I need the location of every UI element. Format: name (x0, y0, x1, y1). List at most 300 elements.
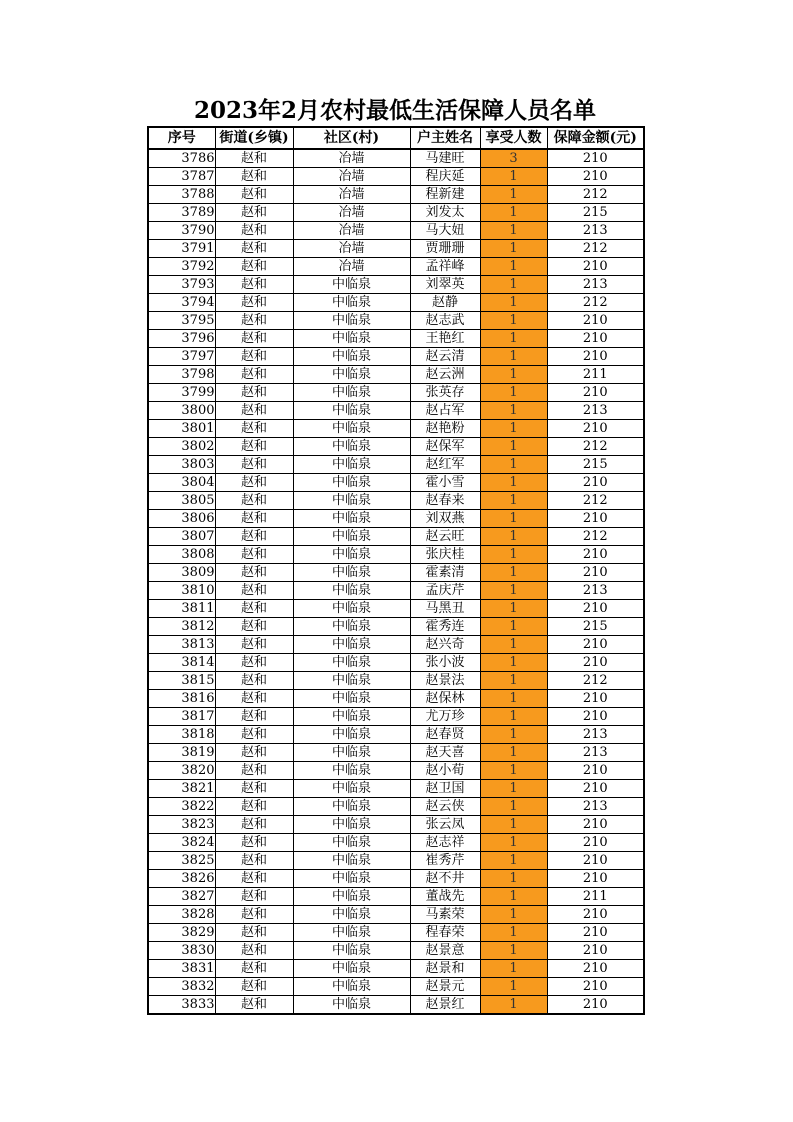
cell-name: 尤万珍 (410, 708, 480, 726)
cell-count: 1 (480, 888, 547, 906)
cell-village: 中临泉 (293, 618, 410, 636)
cell-amount: 210 (547, 474, 644, 492)
cell-amount: 213 (547, 402, 644, 420)
cell-amount: 210 (547, 996, 644, 1015)
cell-name: 刘双燕 (410, 510, 480, 528)
cell-count: 1 (480, 762, 547, 780)
cell-amount: 210 (547, 384, 644, 402)
cell-count: 1 (480, 240, 547, 258)
cell-village: 冶墙 (293, 186, 410, 204)
cell-name: 张庆桂 (410, 546, 480, 564)
cell-name: 赵景法 (410, 672, 480, 690)
cell-no: 3811 (148, 600, 215, 618)
cell-name: 刘发太 (410, 204, 480, 222)
cell-street: 赵和 (215, 276, 293, 294)
cell-street: 赵和 (215, 654, 293, 672)
cell-village: 中临泉 (293, 438, 410, 456)
cell-village: 中临泉 (293, 672, 410, 690)
cell-no: 3810 (148, 582, 215, 600)
cell-name: 王艳红 (410, 330, 480, 348)
cell-no: 3801 (148, 420, 215, 438)
cell-amount: 210 (547, 690, 644, 708)
cell-name: 赵兴奇 (410, 636, 480, 654)
cell-street: 赵和 (215, 942, 293, 960)
cell-village: 中临泉 (293, 474, 410, 492)
cell-village: 中临泉 (293, 744, 410, 762)
cell-village: 中临泉 (293, 276, 410, 294)
column-header-street: 街道(乡镇) (215, 127, 293, 149)
cell-village: 中临泉 (293, 528, 410, 546)
cell-street: 赵和 (215, 258, 293, 276)
cell-count: 1 (480, 258, 547, 276)
cell-village: 冶墙 (293, 204, 410, 222)
cell-count: 1 (480, 618, 547, 636)
cell-village: 中临泉 (293, 816, 410, 834)
cell-village: 中临泉 (293, 942, 410, 960)
cell-count: 1 (480, 438, 547, 456)
cell-street: 赵和 (215, 420, 293, 438)
cell-count: 1 (480, 690, 547, 708)
cell-amount: 212 (547, 294, 644, 312)
cell-village: 中临泉 (293, 870, 410, 888)
cell-village: 中临泉 (293, 600, 410, 618)
cell-street: 赵和 (215, 852, 293, 870)
cell-no: 3791 (148, 240, 215, 258)
table-row (148, 582, 644, 600)
table-row (148, 510, 644, 528)
table-row (148, 618, 644, 636)
cell-street: 赵和 (215, 798, 293, 816)
cell-no: 3812 (148, 618, 215, 636)
cell-no: 3813 (148, 636, 215, 654)
table-row (148, 816, 644, 834)
cell-count: 1 (480, 510, 547, 528)
cell-no: 3817 (148, 708, 215, 726)
table-row (148, 366, 644, 384)
column-header-amount: 保障金额(元) (547, 127, 644, 149)
cell-no: 3806 (148, 510, 215, 528)
cell-village: 中临泉 (293, 348, 410, 366)
cell-count: 1 (480, 978, 547, 996)
cell-village: 中临泉 (293, 312, 410, 330)
cell-amount: 213 (547, 798, 644, 816)
cell-name: 孟庆芹 (410, 582, 480, 600)
cell-amount: 210 (547, 942, 644, 960)
table-row (148, 852, 644, 870)
cell-street: 赵和 (215, 672, 293, 690)
cell-count: 1 (480, 996, 547, 1015)
cell-no: 3788 (148, 186, 215, 204)
cell-amount: 210 (547, 816, 644, 834)
cell-amount: 210 (547, 258, 644, 276)
cell-no: 3821 (148, 780, 215, 798)
cell-count: 1 (480, 906, 547, 924)
cell-amount: 215 (547, 204, 644, 222)
cell-name: 赵景红 (410, 996, 480, 1015)
cell-count: 1 (480, 294, 547, 312)
cell-count: 1 (480, 744, 547, 762)
cell-count: 1 (480, 528, 547, 546)
table-row (148, 906, 644, 924)
cell-no: 3828 (148, 906, 215, 924)
table-row (148, 654, 644, 672)
cell-village: 中临泉 (293, 906, 410, 924)
cell-street: 赵和 (215, 474, 293, 492)
cell-no: 3808 (148, 546, 215, 564)
cell-count: 1 (480, 726, 547, 744)
table-row (148, 456, 644, 474)
cell-count: 1 (480, 348, 547, 366)
cell-street: 赵和 (215, 204, 293, 222)
cell-no: 3796 (148, 330, 215, 348)
cell-name: 张英存 (410, 384, 480, 402)
cell-amount: 210 (547, 978, 644, 996)
cell-count: 1 (480, 384, 547, 402)
cell-village: 中临泉 (293, 924, 410, 942)
cell-amount: 212 (547, 438, 644, 456)
cell-name: 程新建 (410, 186, 480, 204)
cell-count: 1 (480, 222, 547, 240)
cell-street: 赵和 (215, 384, 293, 402)
table-row (148, 798, 644, 816)
cell-count: 1 (480, 834, 547, 852)
cell-no: 3804 (148, 474, 215, 492)
table-row (148, 258, 644, 276)
cell-village: 中临泉 (293, 852, 410, 870)
cell-name: 赵景意 (410, 942, 480, 960)
cell-street: 赵和 (215, 960, 293, 978)
cell-count: 1 (480, 708, 547, 726)
cell-village: 中临泉 (293, 978, 410, 996)
cell-name: 程庆延 (410, 168, 480, 186)
table-row (148, 726, 644, 744)
cell-count: 1 (480, 582, 547, 600)
cell-street: 赵和 (215, 708, 293, 726)
cell-count: 1 (480, 420, 547, 438)
cell-village: 中临泉 (293, 510, 410, 528)
table-row (148, 240, 644, 258)
cell-amount: 210 (547, 906, 644, 924)
roster-table (147, 126, 645, 1015)
table-row (148, 978, 644, 996)
cell-village: 中临泉 (293, 726, 410, 744)
cell-amount: 210 (547, 420, 644, 438)
table-row (148, 276, 644, 294)
cell-no: 3798 (148, 366, 215, 384)
cell-name: 霍秀连 (410, 618, 480, 636)
cell-count: 1 (480, 870, 547, 888)
cell-village: 中临泉 (293, 996, 410, 1015)
table-row (148, 960, 644, 978)
cell-count: 1 (480, 456, 547, 474)
cell-name: 赵小荀 (410, 762, 480, 780)
cell-amount: 211 (547, 366, 644, 384)
cell-street: 赵和 (215, 168, 293, 186)
table-row (148, 780, 644, 798)
cell-street: 赵和 (215, 582, 293, 600)
table-row (148, 330, 644, 348)
roster-body (148, 149, 644, 1014)
cell-name: 赵云侠 (410, 798, 480, 816)
cell-amount: 210 (547, 870, 644, 888)
cell-name: 马建旺 (410, 149, 480, 168)
cell-count: 1 (480, 330, 547, 348)
table-row (148, 546, 644, 564)
cell-street: 赵和 (215, 294, 293, 312)
cell-count: 3 (480, 149, 547, 168)
cell-name: 马黑丑 (410, 600, 480, 618)
cell-name: 霍小雪 (410, 474, 480, 492)
cell-name: 赵保林 (410, 690, 480, 708)
table-row (148, 420, 644, 438)
cell-amount: 213 (547, 744, 644, 762)
cell-amount: 211 (547, 888, 644, 906)
cell-no: 3829 (148, 924, 215, 942)
cell-village: 冶墙 (293, 258, 410, 276)
cell-no: 3831 (148, 960, 215, 978)
cell-amount: 210 (547, 852, 644, 870)
cell-amount: 212 (547, 240, 644, 258)
cell-count: 1 (480, 636, 547, 654)
cell-name: 董战先 (410, 888, 480, 906)
table-row (148, 149, 644, 168)
table-row (148, 294, 644, 312)
cell-street: 赵和 (215, 546, 293, 564)
cell-no: 3807 (148, 528, 215, 546)
cell-name: 赵云旺 (410, 528, 480, 546)
cell-village: 中临泉 (293, 366, 410, 384)
cell-count: 1 (480, 366, 547, 384)
table-row (148, 492, 644, 510)
table-row (148, 600, 644, 618)
table-row (148, 690, 644, 708)
table-row (148, 528, 644, 546)
cell-name: 刘翠英 (410, 276, 480, 294)
cell-street: 赵和 (215, 762, 293, 780)
cell-amount: 210 (547, 564, 644, 582)
cell-street: 赵和 (215, 726, 293, 744)
cell-amount: 210 (547, 708, 644, 726)
cell-no: 3822 (148, 798, 215, 816)
table-row (148, 762, 644, 780)
table-row (148, 384, 644, 402)
cell-count: 1 (480, 312, 547, 330)
table-row (148, 474, 644, 492)
table-row (148, 186, 644, 204)
table-row (148, 924, 644, 942)
cell-name: 崔秀芹 (410, 852, 480, 870)
cell-amount: 212 (547, 186, 644, 204)
cell-street: 赵和 (215, 186, 293, 204)
cell-no: 3795 (148, 312, 215, 330)
cell-amount: 212 (547, 492, 644, 510)
cell-street: 赵和 (215, 816, 293, 834)
cell-name: 赵景和 (410, 960, 480, 978)
table-row (148, 996, 644, 1015)
cell-village: 中临泉 (293, 636, 410, 654)
cell-village: 中临泉 (293, 690, 410, 708)
cell-street: 赵和 (215, 510, 293, 528)
cell-amount: 210 (547, 600, 644, 618)
table-row (148, 636, 644, 654)
table-row (148, 870, 644, 888)
cell-count: 1 (480, 852, 547, 870)
cell-no: 3800 (148, 402, 215, 420)
table-row (148, 708, 644, 726)
table-row (148, 672, 644, 690)
cell-amount: 210 (547, 654, 644, 672)
cell-no: 3824 (148, 834, 215, 852)
cell-street: 赵和 (215, 240, 293, 258)
cell-amount: 213 (547, 276, 644, 294)
cell-street: 赵和 (215, 438, 293, 456)
cell-count: 1 (480, 564, 547, 582)
cell-no: 3803 (148, 456, 215, 474)
cell-count: 1 (480, 276, 547, 294)
cell-count: 1 (480, 960, 547, 978)
cell-street: 赵和 (215, 744, 293, 762)
header-row (148, 127, 644, 149)
cell-no: 3820 (148, 762, 215, 780)
cell-count: 1 (480, 600, 547, 618)
cell-amount: 213 (547, 222, 644, 240)
cell-street: 赵和 (215, 402, 293, 420)
cell-amount: 210 (547, 330, 644, 348)
table-row (148, 744, 644, 762)
cell-amount: 210 (547, 348, 644, 366)
cell-street: 赵和 (215, 618, 293, 636)
cell-village: 中临泉 (293, 456, 410, 474)
cell-name: 赵不井 (410, 870, 480, 888)
cell-count: 1 (480, 546, 547, 564)
cell-no: 3786 (148, 149, 215, 168)
cell-count: 1 (480, 816, 547, 834)
cell-street: 赵和 (215, 924, 293, 942)
cell-amount: 212 (547, 672, 644, 690)
cell-street: 赵和 (215, 366, 293, 384)
cell-name: 赵占军 (410, 402, 480, 420)
cell-amount: 210 (547, 312, 644, 330)
cell-no: 3799 (148, 384, 215, 402)
cell-street: 赵和 (215, 222, 293, 240)
cell-village: 中临泉 (293, 564, 410, 582)
cell-name: 赵保军 (410, 438, 480, 456)
cell-name: 霍素清 (410, 564, 480, 582)
cell-village: 中临泉 (293, 546, 410, 564)
cell-street: 赵和 (215, 690, 293, 708)
cell-count: 1 (480, 780, 547, 798)
cell-count: 1 (480, 798, 547, 816)
cell-count: 1 (480, 168, 547, 186)
cell-no: 3797 (148, 348, 215, 366)
cell-village: 中临泉 (293, 402, 410, 420)
table-row (148, 168, 644, 186)
cell-name: 孟祥峰 (410, 258, 480, 276)
cell-street: 赵和 (215, 978, 293, 996)
cell-amount: 213 (547, 726, 644, 744)
cell-no: 3818 (148, 726, 215, 744)
cell-amount: 210 (547, 780, 644, 798)
cell-name: 赵云洲 (410, 366, 480, 384)
cell-name: 马素荣 (410, 906, 480, 924)
cell-no: 3792 (148, 258, 215, 276)
cell-no: 3793 (148, 276, 215, 294)
cell-count: 1 (480, 654, 547, 672)
cell-name: 贾珊珊 (410, 240, 480, 258)
cell-amount: 210 (547, 762, 644, 780)
cell-street: 赵和 (215, 636, 293, 654)
cell-no: 3805 (148, 492, 215, 510)
cell-street: 赵和 (215, 348, 293, 366)
cell-village: 冶墙 (293, 168, 410, 186)
cell-no: 3819 (148, 744, 215, 762)
table-row (148, 222, 644, 240)
cell-street: 赵和 (215, 564, 293, 582)
cell-count: 1 (480, 474, 547, 492)
cell-no: 3787 (148, 168, 215, 186)
cell-name: 赵静 (410, 294, 480, 312)
cell-village: 中临泉 (293, 960, 410, 978)
cell-street: 赵和 (215, 870, 293, 888)
cell-amount: 210 (547, 149, 644, 168)
cell-village: 冶墙 (293, 240, 410, 258)
cell-name: 赵艳粉 (410, 420, 480, 438)
cell-no: 3823 (148, 816, 215, 834)
cell-village: 中临泉 (293, 294, 410, 312)
cell-count: 1 (480, 204, 547, 222)
cell-street: 赵和 (215, 780, 293, 798)
cell-name: 赵志武 (410, 312, 480, 330)
cell-count: 1 (480, 492, 547, 510)
cell-name: 赵志祥 (410, 834, 480, 852)
table-row (148, 402, 644, 420)
cell-street: 赵和 (215, 149, 293, 168)
table-row (148, 348, 644, 366)
table-row (148, 942, 644, 960)
cell-no: 3789 (148, 204, 215, 222)
cell-name: 赵卫国 (410, 780, 480, 798)
table-row (148, 834, 644, 852)
cell-street: 赵和 (215, 996, 293, 1015)
cell-street: 赵和 (215, 834, 293, 852)
cell-village: 中临泉 (293, 420, 410, 438)
cell-amount: 213 (547, 582, 644, 600)
cell-village: 中临泉 (293, 654, 410, 672)
cell-amount: 210 (547, 168, 644, 186)
cell-amount: 210 (547, 546, 644, 564)
cell-no: 3794 (148, 294, 215, 312)
cell-name: 赵景元 (410, 978, 480, 996)
cell-no: 3830 (148, 942, 215, 960)
cell-name: 马大妞 (410, 222, 480, 240)
cell-count: 1 (480, 402, 547, 420)
cell-name: 赵红军 (410, 456, 480, 474)
table-row (148, 438, 644, 456)
cell-village: 中临泉 (293, 582, 410, 600)
cell-name: 张小波 (410, 654, 480, 672)
cell-village: 中临泉 (293, 762, 410, 780)
table-row (148, 888, 644, 906)
cell-count: 1 (480, 942, 547, 960)
cell-no: 3816 (148, 690, 215, 708)
cell-village: 中临泉 (293, 708, 410, 726)
cell-amount: 210 (547, 834, 644, 852)
cell-village: 中临泉 (293, 330, 410, 348)
cell-street: 赵和 (215, 888, 293, 906)
cell-amount: 210 (547, 510, 644, 528)
cell-name: 赵天喜 (410, 744, 480, 762)
cell-no: 3825 (148, 852, 215, 870)
